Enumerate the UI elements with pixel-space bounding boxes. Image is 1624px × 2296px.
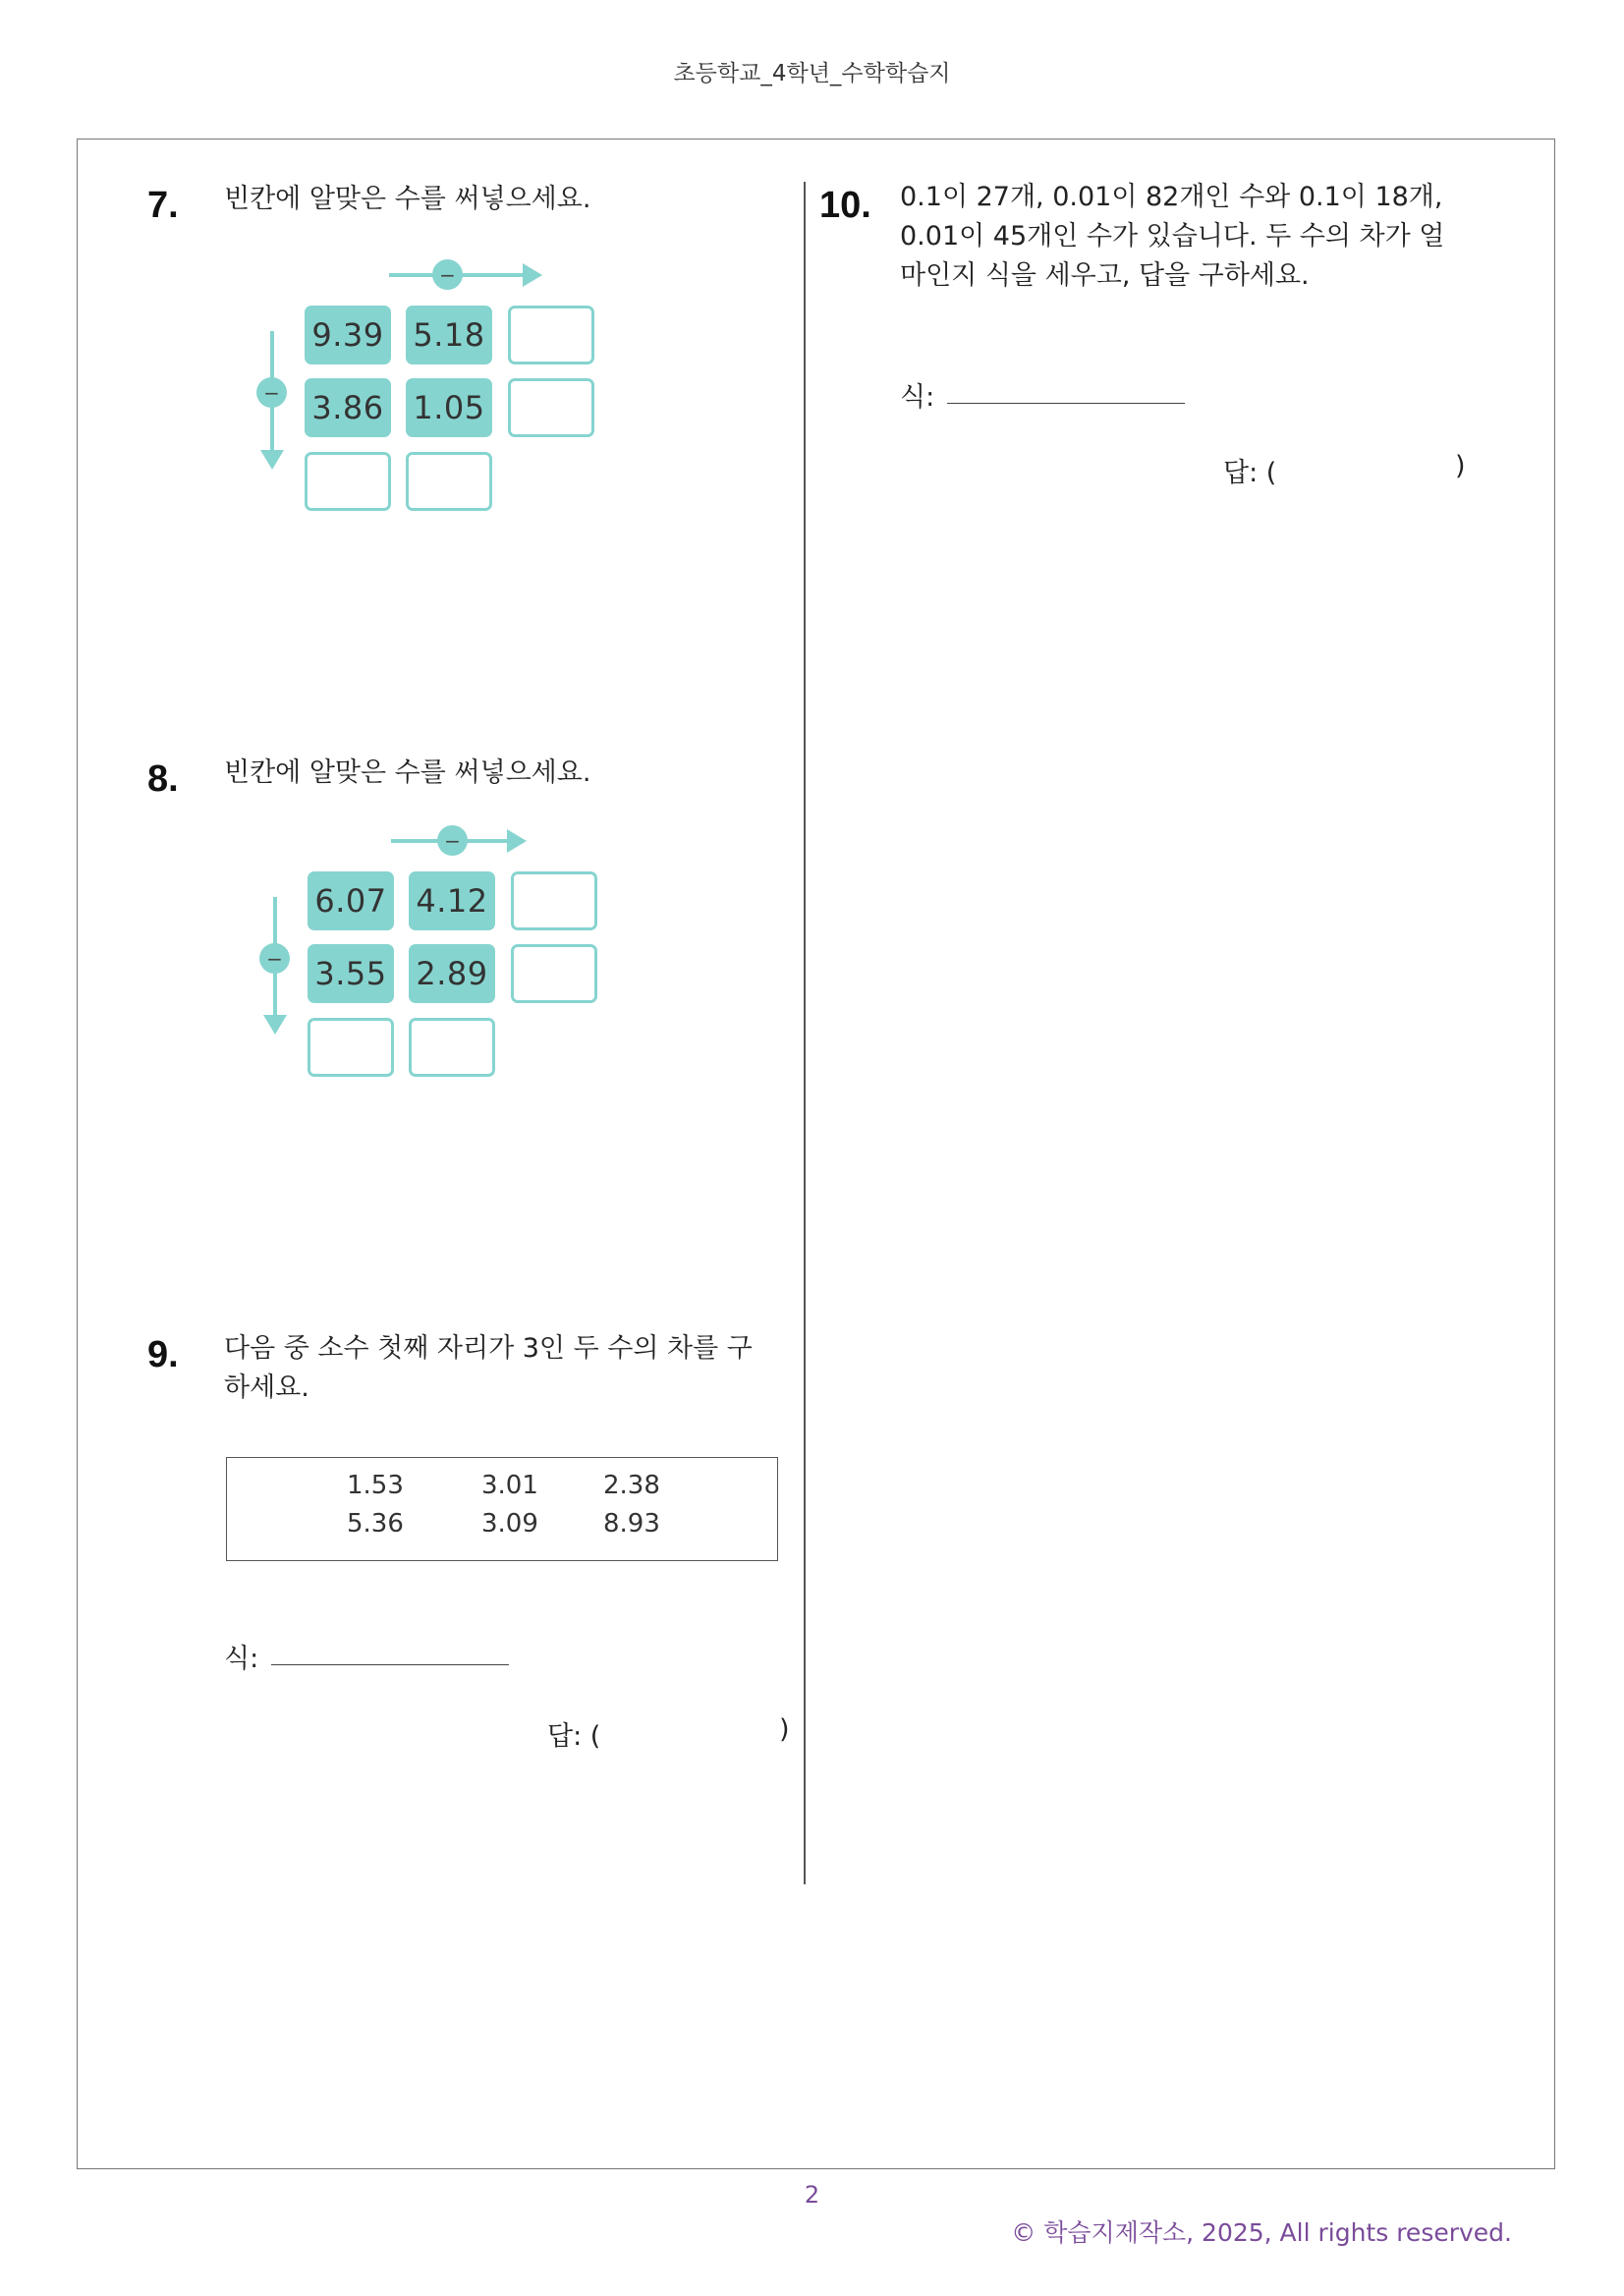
answer-blank[interactable] [511, 871, 597, 930]
grid-cell: 2.89 [409, 944, 495, 1003]
answer-blank[interactable] [409, 1018, 495, 1077]
grid-cell: 3.55 [308, 944, 394, 1003]
question-8-text: 빈칸에 알맞은 수를 써넣으세요. [224, 757, 591, 788]
answer-close-paren: ) [779, 1714, 790, 1745]
answer-field[interactable] [609, 1711, 766, 1745]
grid-cell: 6.07 [308, 871, 394, 930]
grid-cell: 4.12 [409, 871, 495, 930]
question-10-text-line1: 0.1이 27개, 0.01이 82개인 수와 0.1이 18개, [900, 182, 1443, 212]
answer-blank[interactable] [511, 944, 597, 1003]
question-10-text-line3: 마인지 식을 세우고, 답을 구하세요. [900, 260, 1310, 291]
minus-operator-icon: − [437, 825, 468, 856]
page-number: 2 [804, 2181, 820, 2209]
question-7-text: 빈칸에 알맞은 수를 써넣으세요. [224, 184, 591, 214]
answer-blank[interactable] [308, 1018, 394, 1077]
number-choice: 2.38 [603, 1471, 660, 1500]
question-10-text-line2: 0.01이 45개인 수가 있습니다. 두 수의 차가 얼 [900, 221, 1445, 252]
grid-cell: 9.39 [305, 306, 391, 364]
answer-label: 답: ( [1223, 458, 1277, 488]
number-choice: 5.36 [347, 1509, 404, 1539]
grid-cell: 1.05 [406, 378, 492, 437]
horizontal-arrow-head [507, 829, 527, 853]
expression-line[interactable] [271, 1664, 509, 1665]
question-7-number: 7. [147, 185, 179, 226]
expression-label: 식: [224, 1644, 259, 1674]
number-choice: 8.93 [603, 1509, 660, 1539]
grid-cell: 3.86 [305, 378, 391, 437]
answer-label: 답: ( [547, 1721, 601, 1752]
question-9-text-line1: 다음 중 소수 첫째 자리가 3인 두 수의 차를 구 [224, 1333, 753, 1364]
expression-label: 식: [900, 382, 935, 413]
number-choice: 1.53 [347, 1471, 404, 1500]
number-choice: 3.09 [481, 1509, 538, 1539]
number-choice: 3.01 [481, 1471, 538, 1500]
page-header: 초등학교_4학년_수학학습지 [673, 61, 951, 86]
minus-operator-icon: − [256, 377, 287, 408]
copyright-notice: © 학습지제작소, 2025, All rights reserved. [1011, 2218, 1512, 2247]
answer-field[interactable] [1285, 448, 1442, 481]
minus-operator-icon: − [432, 259, 463, 290]
question-8-number: 8. [147, 758, 179, 800]
vertical-arrow-head [263, 1015, 287, 1035]
question-10-number: 10. [819, 185, 871, 226]
question-9-text-line2: 하세요. [224, 1372, 309, 1403]
question-9-number: 9. [147, 1334, 179, 1375]
answer-close-paren: ) [1455, 451, 1466, 481]
expression-line[interactable] [947, 403, 1185, 404]
minus-operator-icon: − [259, 943, 290, 974]
grid-cell: 5.18 [406, 306, 492, 364]
